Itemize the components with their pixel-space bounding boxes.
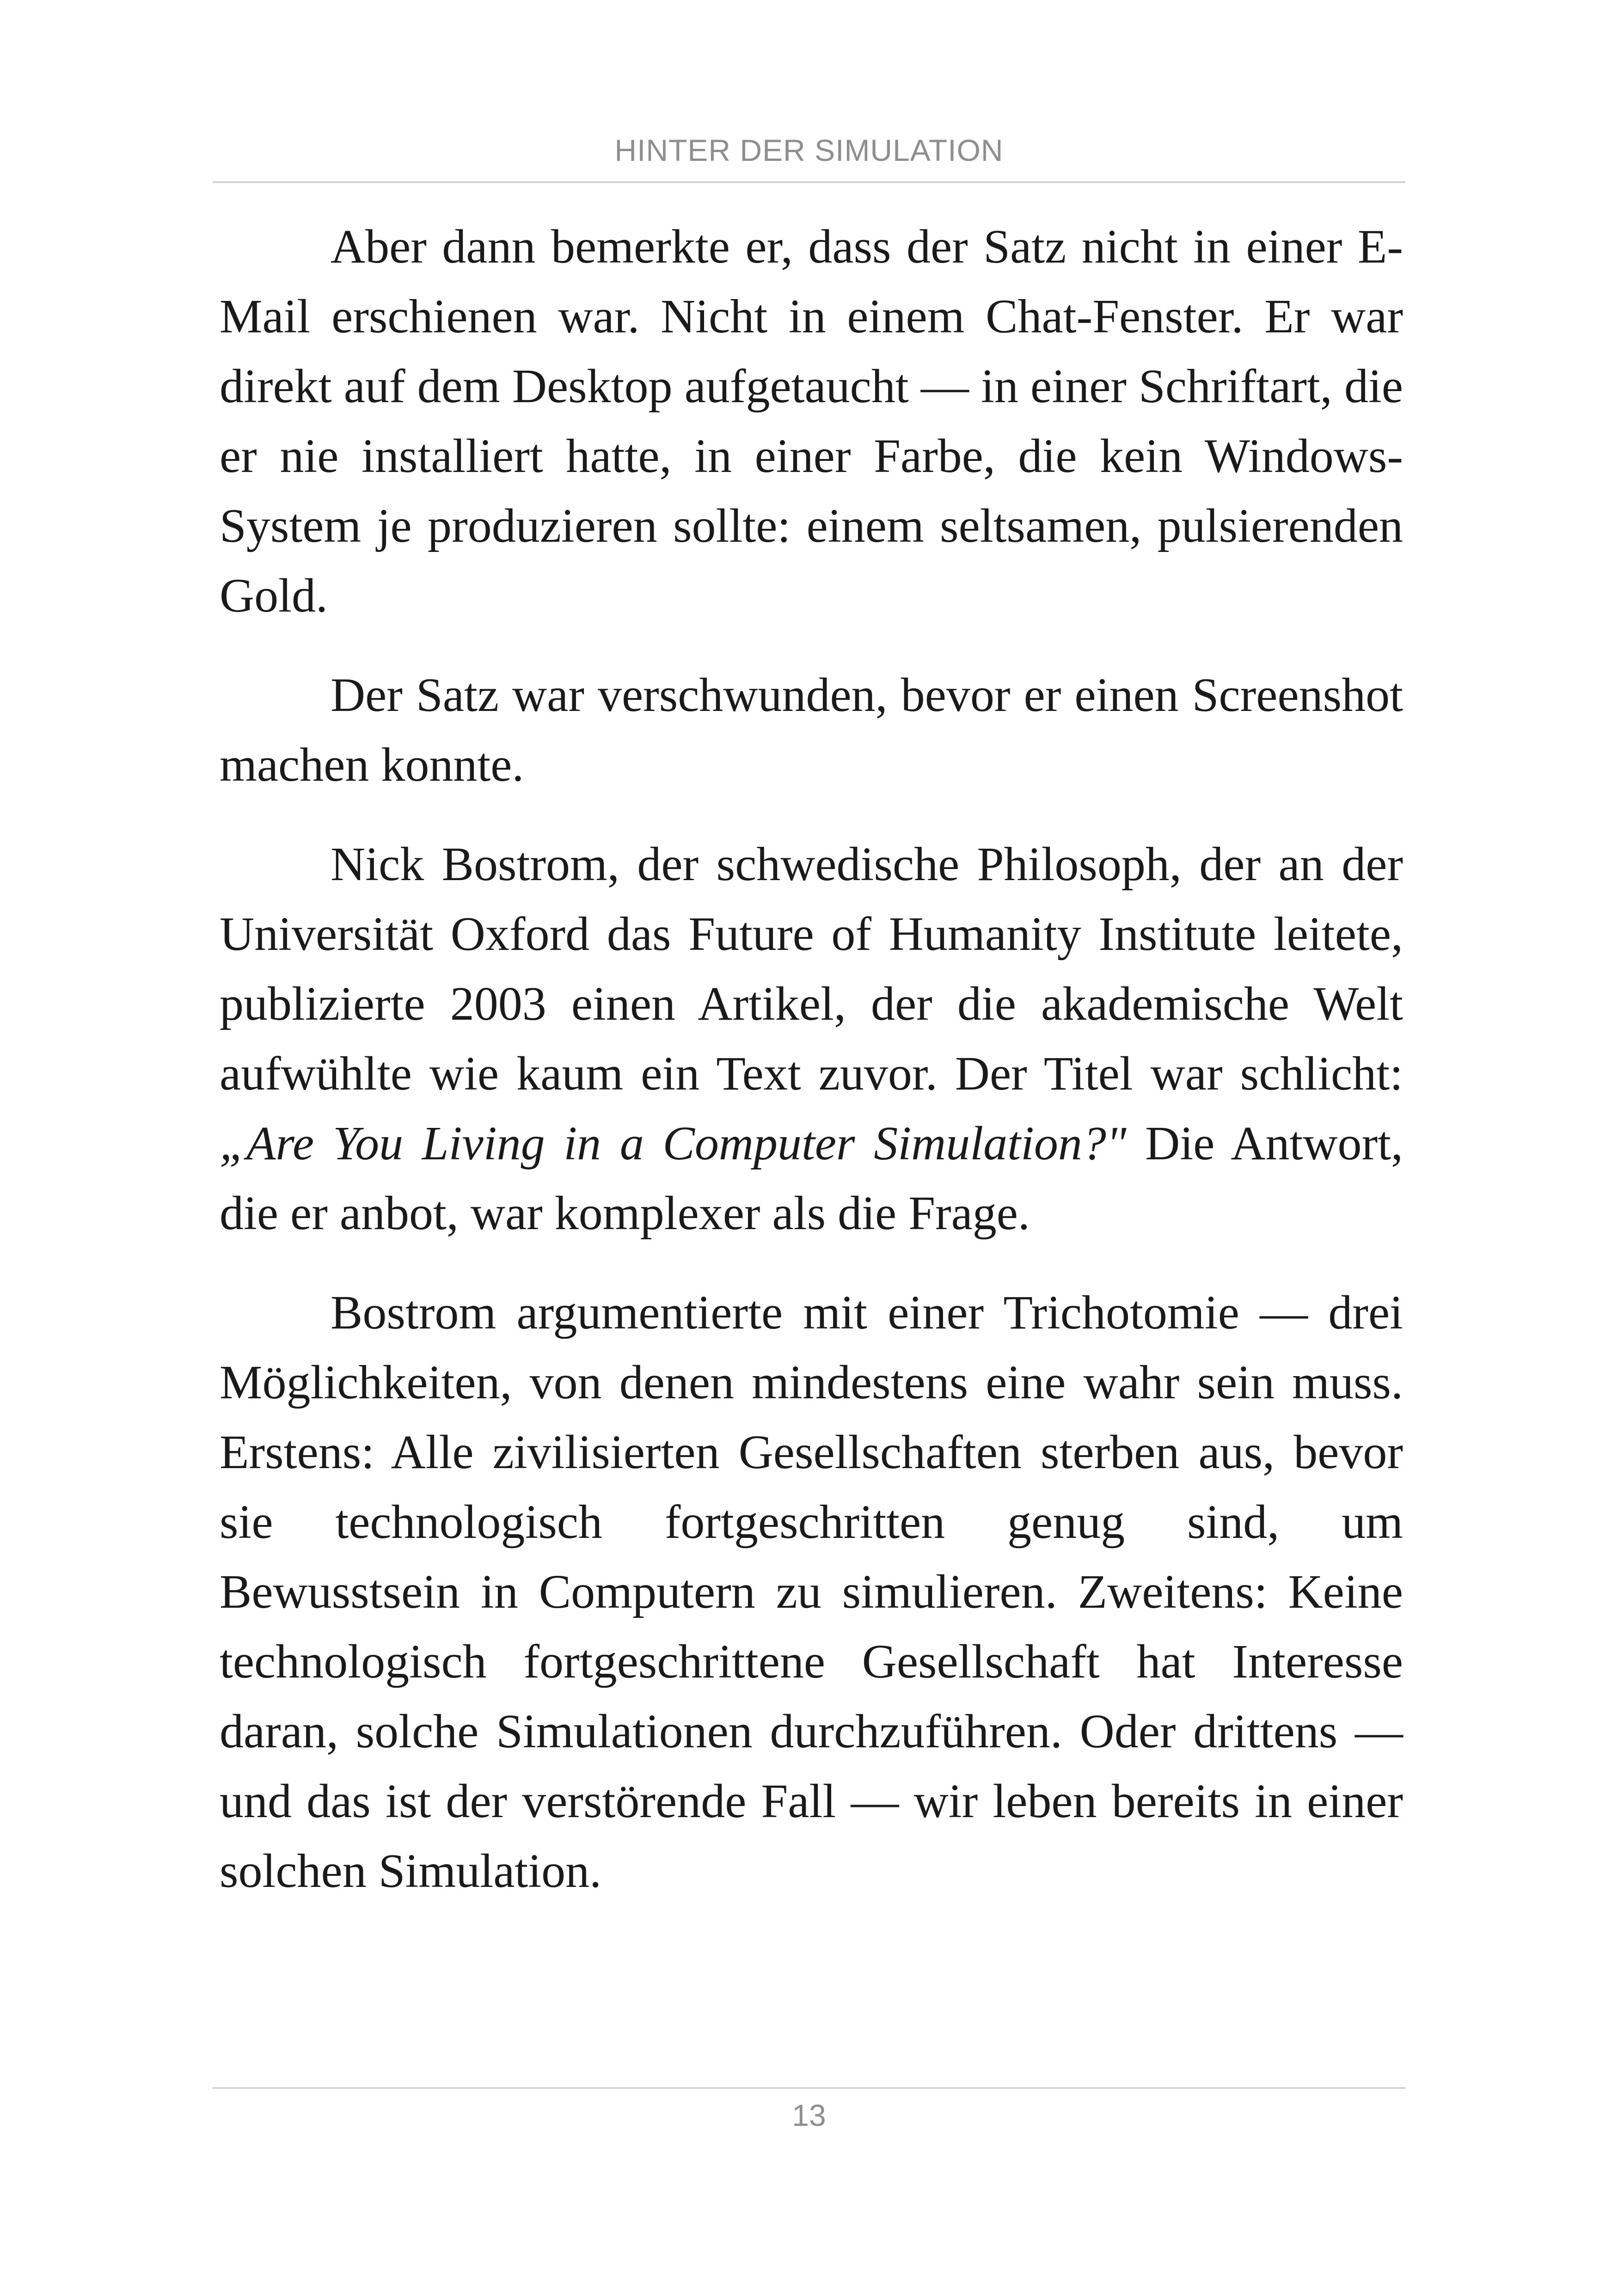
footer-divider [213, 2087, 1405, 2089]
running-header-title: HINTER DER SIMULATION [614, 133, 1004, 167]
paragraph-2: Der Satz war verschwunden, bevor er einen Screenshot machen konnte. [220, 668, 1403, 791]
paragraph-1: Aber dann bemerkte er, dass der Satz nicht in einer E-Mail erschienen war. Nicht in einem Chat-Fenster. Er war direkt auf dem Desktop aufgetaucht — in einer Schriftart, die er nie installiert hatte, in einer Farbe, die kein Windows-System je produzieren sollte: einem seltsamen, pulsierenden Gold. [220, 220, 1403, 622]
page-number: 13 [792, 2098, 826, 2132]
paragraph-4: Bostrom argumentierte mit einer Trichotomie — drei Möglichkeiten, von denen mindestens eine wahr sein muss. Erstens: Alle zivilisierten Gesellschaften sterben aus, bevor sie technologisch fortgeschritten genug sind, um Bewusstsein in Computern zu simulieren. Zweitens: Keine technologisch fortgeschrittene Gesellschaft hat Interesse daran, solche Simulationen durchzuführen. Oder drittens — und das ist der verstörende Fall — wir leben bereits in einer solchen Simulation. [220, 1286, 1403, 1898]
article-title: „Are You Living in a Computer Simulation?" [220, 1117, 1127, 1170]
header-divider [213, 181, 1405, 183]
body-text [220, 212, 1403, 1906]
paragraph-3-text-after: Die Antwort, die er anbot, war komplexer als die Frage. [220, 1117, 1403, 1240]
paragraph-3 [220, 829, 1403, 1248]
paragraph-3-text-before: Nick Bostrom, der schwedische Philosoph, der an der Universität Oxford das Future of Humanity Institute leitete, publizierte 2003 einen Artikel, der die akademische Welt aufwühlte wie kaum ein Text zuvor. Der Titel war schlicht: [220, 838, 1403, 1100]
